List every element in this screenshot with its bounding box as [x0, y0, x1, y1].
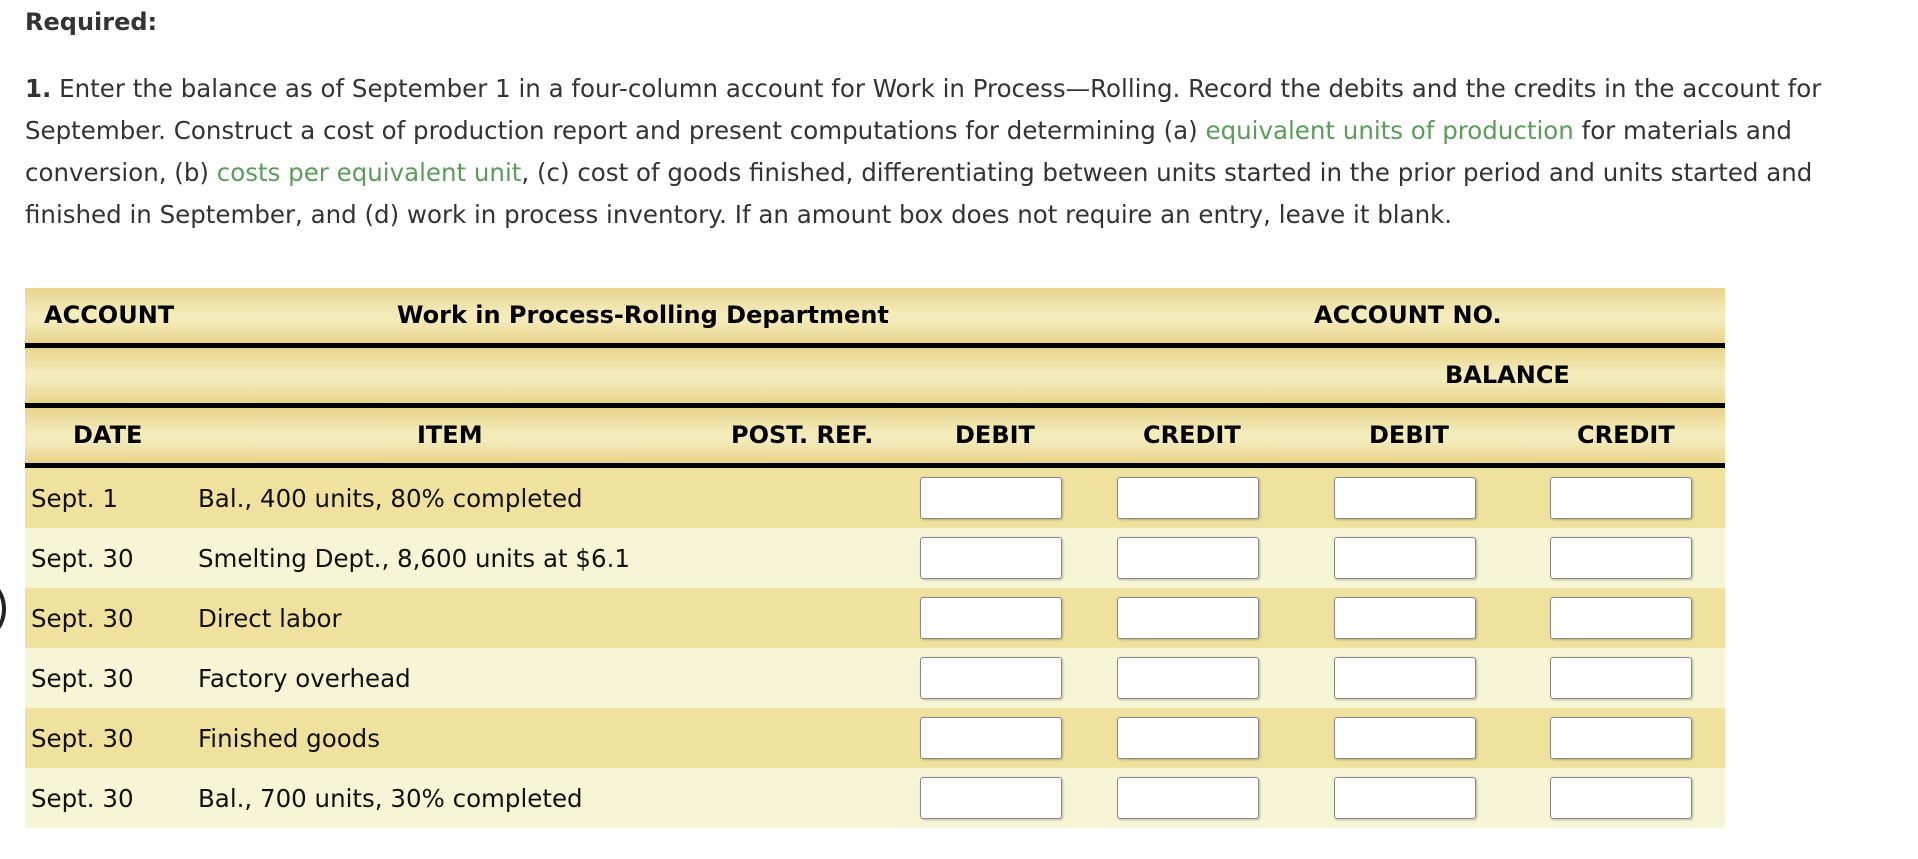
instruction-number: 1.	[25, 74, 52, 103]
balance-credit-input[interactable]	[1550, 477, 1692, 519]
table-row	[25, 768, 1725, 828]
balance-debit-input[interactable]	[1334, 537, 1476, 579]
row-item: Smelting Dept., 8,600 units at $6.1	[198, 544, 630, 573]
debit-input[interactable]	[920, 777, 1062, 819]
column-header-row	[25, 408, 1725, 468]
row-date: Sept. 30	[31, 784, 134, 813]
table-row	[25, 708, 1725, 768]
debit-input[interactable]	[920, 717, 1062, 759]
balance-credit-input[interactable]	[1550, 777, 1692, 819]
account-name: Work in Process-Rolling Department	[397, 301, 889, 329]
table-row	[25, 468, 1725, 528]
col-credit: CREDIT	[1143, 421, 1241, 449]
table-row	[25, 588, 1725, 648]
credit-input[interactable]	[1117, 777, 1259, 819]
debit-input[interactable]	[920, 477, 1062, 519]
row-date: Sept. 30	[31, 544, 134, 573]
balance-label: BALANCE	[1445, 361, 1570, 389]
col-post-ref: POST. REF.	[731, 421, 874, 449]
required-heading: Required:	[25, 8, 158, 36]
credit-input[interactable]	[1117, 657, 1259, 699]
col-balance-credit: CREDIT	[1577, 421, 1675, 449]
row-item: Finished goods	[198, 724, 381, 753]
account-label: ACCOUNT	[44, 301, 175, 329]
balance-debit-input[interactable]	[1334, 657, 1476, 699]
side-marker	[0, 580, 6, 638]
row-date: Sept. 30	[31, 724, 134, 753]
row-item: Factory overhead	[198, 664, 411, 693]
balance-credit-input[interactable]	[1550, 657, 1692, 699]
balance-header-row	[25, 348, 1725, 408]
row-date: Sept. 30	[31, 604, 134, 633]
balance-credit-input[interactable]	[1550, 537, 1692, 579]
balance-credit-input[interactable]	[1550, 717, 1692, 759]
row-item: Bal., 400 units, 80% completed	[198, 484, 583, 513]
balance-debit-input[interactable]	[1334, 777, 1476, 819]
instruction-text: , (c) cost of goods finished, differentiating between units started in the prior period and units started and finished in September, and (d) work in process inventory. If an amount box does not require an entry, leave it blank.	[25, 158, 1813, 229]
row-item: Direct labor	[198, 604, 342, 633]
four-column-account	[25, 288, 1725, 828]
equivalent-units-link[interactable]: equivalent units of production	[1205, 116, 1574, 145]
col-date: DATE	[73, 421, 143, 449]
col-item: ITEM	[417, 421, 483, 449]
balance-credit-input[interactable]	[1550, 597, 1692, 639]
balance-debit-input[interactable]	[1334, 597, 1476, 639]
costs-per-unit-link[interactable]: costs per equivalent unit	[216, 158, 522, 187]
credit-input[interactable]	[1117, 597, 1259, 639]
account-header-row	[25, 288, 1725, 348]
table-row	[25, 528, 1725, 588]
row-date: Sept. 30	[31, 664, 134, 693]
credit-input[interactable]	[1117, 477, 1259, 519]
row-item: Bal., 700 units, 30% completed	[198, 784, 583, 813]
instruction-text: for materials and conversion, (b)	[25, 116, 1792, 187]
balance-debit-input[interactable]	[1334, 477, 1476, 519]
balance-debit-input[interactable]	[1334, 717, 1476, 759]
account-no-label: ACCOUNT NO.	[1314, 301, 1502, 329]
credit-input[interactable]	[1117, 537, 1259, 579]
credit-input[interactable]	[1117, 717, 1259, 759]
table-row	[25, 648, 1725, 708]
row-date: Sept. 1	[31, 484, 118, 513]
col-debit: DEBIT	[955, 421, 1035, 449]
instruction-text: Enter the balance as of September 1 in a four-column account for Work in Process—Rolling. Record the debits and the credits in the account for September. Construct a cost of production report and present computations for determining (a)	[25, 74, 1822, 145]
debit-input[interactable]	[920, 597, 1062, 639]
col-balance-debit: DEBIT	[1369, 421, 1449, 449]
debit-input[interactable]	[920, 657, 1062, 699]
debit-input[interactable]	[920, 537, 1062, 579]
instructions-paragraph	[25, 68, 1915, 236]
